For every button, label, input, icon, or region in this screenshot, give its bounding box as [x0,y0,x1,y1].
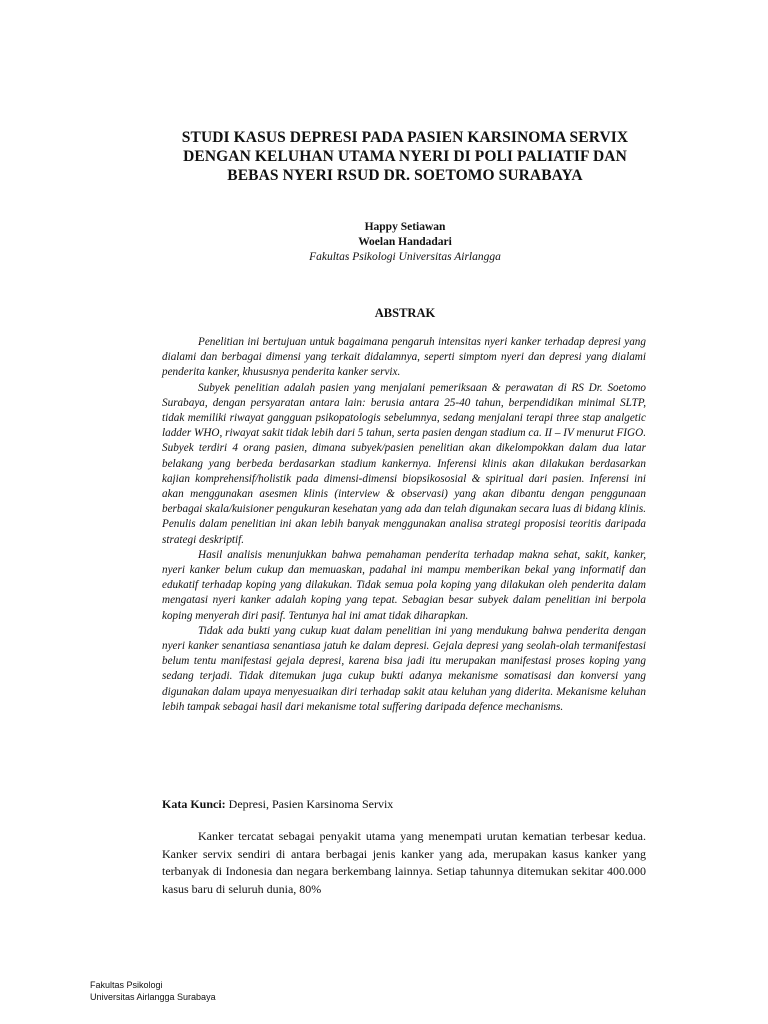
body-paragraph: Kanker tercatat sebagai penyakit utama yang menempati urutan kematian terbesar kedua. Kanker servix sendiri di antara berbagai jenis kanker yang ada, merupakan kasus kanker yang terbanyak di Indonesia dan negara berkembang lainnya. Setiap tahunnya ditemukan sekitar 400.000 kasus baru di seluruh dunia, 80% [162,829,646,896]
author-block [150,220,660,265]
footer-line: Fakultas Psikologi [90,980,163,990]
abstract-paragraph: Hasil analisis menunjukkan bahwa pemahaman penderita terhadap makna sehat, sakit, kanker, nyeri kanker belum cukup dan memuaskan, padahal ini mampu memberikan bekal yang informatif dan edukatif terhadap koping yang dilakukan. Tidak semua pola koping yang dilakukan oleh penderita dalam mengatasi nyeri kanker adalah koping yang tepat. Sebagian besar subyek dalam penelitian ini berpola koping menyerah diri pasif. Tentunya hal ini amat tidak diharapkan. [162,548,646,622]
title-line: BEBAS NYERI RSUD DR. SOETOMO SURABAYA [227,167,583,184]
keywords-label: Kata Kunci: [162,797,226,811]
body-text [162,828,646,898]
keywords [162,797,646,812]
keywords-value: Depresi, Pasien Karsinoma Servix [228,797,394,811]
paper-title [150,128,660,185]
author-affiliation: Fakultas Psikologi Universitas Airlangga [309,251,501,263]
author-name: Woelan Handadari [358,236,452,248]
abstract-paragraph: Subyek penelitian adalah pasien yang menjalani pemeriksaan & perawatan di RS Dr. Soetomo Surabaya, dengan persyaratan antara lain: berusia antara 25-40 tahun, berpendidikan minimal SLTP, tidak memiliki riwayat gangguan psikopatologis sebelumnya, sedang menjalani terapi three stap analgetic ladder WHO, riwayat sakit tidak lebih dari 5 tahun, serta pasien dengan stadium ca. II – IV menurut FIGO. Subyek terdiri 4 orang pasien, dimana subyek/pasien penelitian akan dikelompokkan dalam dua latar belakang yang berbeda berdasarkan stadium kankernya. Inferensi klinis akan dilakukan berdasarkan kajian komprehensif/holistik pada dimensi-dimensi biopsikososial & spiritual dari pasien. Inferensi ini akan menggunakan asesmen klinis (interview & observasi) yang akan dibantu dengan penggunaan berbagai skala/kuisioner pengukuran kesehatan yang ada dan telah digunakan secara luas di bidang klinis. Penulis dalam penelitian ini akan lebih banyak menggunakan analisa strategi proposisi teoritis daripada strategi deskriptif. [162,381,646,546]
footer-line: Universitas Airlangga Surabaya [90,991,216,1002]
author-name: Happy Setiawan [364,221,446,233]
abstract-paragraph: Penelitian ini bertujuan untuk bagaimana pengaruh intensitas nyeri kanker terhadap depresi yang dialami dan berbagai dimensi yang terkait didalamnya, seperti simptom nyeri dan depresi yang dialami penderita kanker, khususnya penderita kanker servix. [162,336,646,379]
abstract-body [162,335,646,715]
page-footer [90,980,216,1003]
abstract-heading: ABSTRAK [374,306,436,320]
title-line: STUDI KASUS DEPRESI PADA PASIEN KARSINOMA SERVIX [181,129,629,146]
title-line: DENGAN KELUHAN UTAMA NYERI DI POLI PALIATIF DAN [183,148,627,165]
abstract-paragraph: Tidak ada bukti yang cukup kuat dalam penelitian ini yang mendukung bahwa penderita dengan nyeri kanker senantiasa senantiasa jatuh ke dalam depresi. Gejala depresi yang seolah-olah termanifestasi belum tentu manifestasi gejala depresi, karena bisa jadi itu merupakan manifestasi proses koping yang sedang terjadi. Tidak ditemukan juga cukup bukti adanya mekanisme somatisasi dan konversi yang digunakan dalam upaya menyesuaikan diri terhadap sakit atau keluhan yang diderita. Mekanisme keluhan lebih tampak sebagai hasil dari mekanisme total suffering daripada defence mechanisms. [162,624,646,713]
